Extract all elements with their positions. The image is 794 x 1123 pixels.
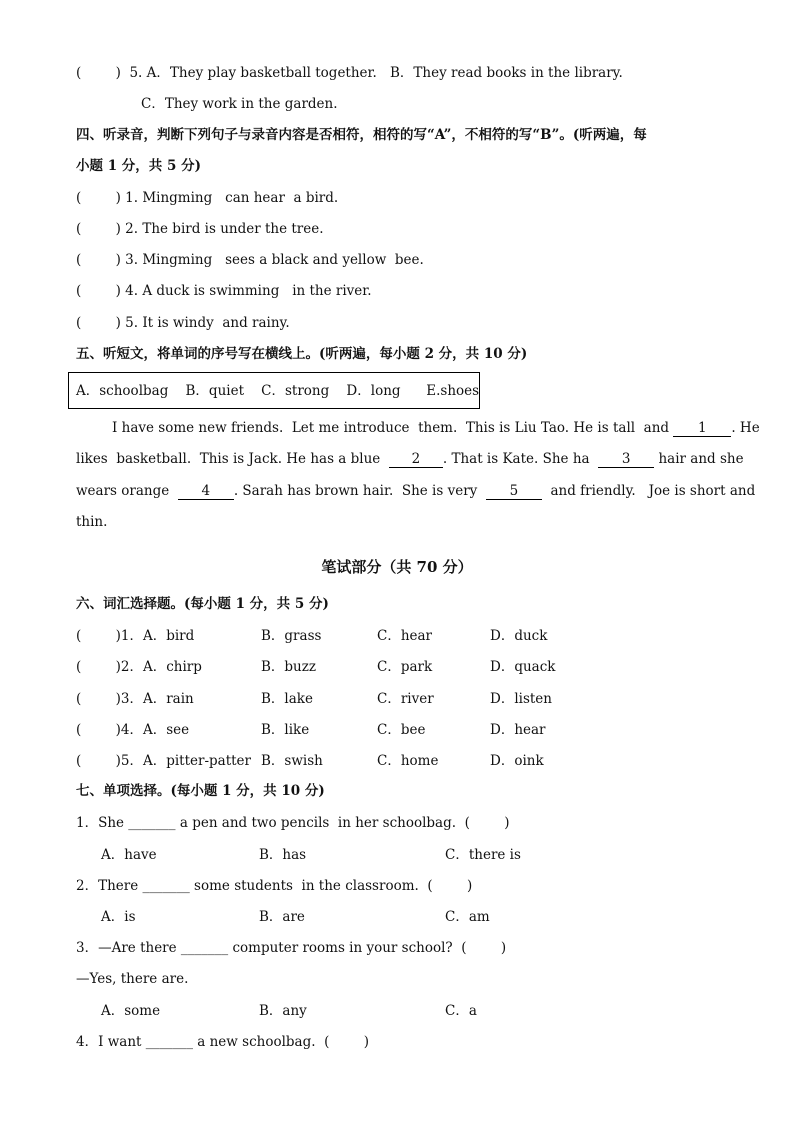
s6-row3-c: C．river xyxy=(377,691,434,707)
s7-q3-b: B．any xyxy=(259,1003,307,1019)
blank-2[interactable]: 2 xyxy=(389,452,443,468)
passage-line-1: I have some new friends. Let me introduce them. This is Liu Tao. He is tall and 1 . He xyxy=(112,420,760,436)
s6-row5-a: ( )5．A．pitter-patter xyxy=(76,753,251,769)
blank-4[interactable]: 4 xyxy=(178,484,234,500)
s7-q1: 1．She _______ a pen and two pencils in her schoolbag. ( ) xyxy=(76,815,510,831)
s6-row2-a: ( )2．A．chirp xyxy=(76,659,202,675)
section6-title: 六、词汇选择题。(每小题 1 分，共 5 分) xyxy=(76,596,329,612)
s7-q3-reply: —Yes, there are. xyxy=(76,971,189,987)
s6-row1-b: B．grass xyxy=(261,628,322,644)
passage-line-4: thin. xyxy=(76,514,108,530)
s7-q1-c: C．there is xyxy=(445,847,521,863)
q5-option-b: B．They read books in the library. xyxy=(390,65,623,81)
s6-row3-b: B．lake xyxy=(261,691,313,707)
s6-row3-d: D．listen xyxy=(490,691,552,707)
s7-q2: 2．There _______ some students in the classroom. ( ) xyxy=(76,878,473,894)
s6-row4-a: ( )4．A．see xyxy=(76,722,190,738)
section4-item-3: ( ) 3. Mingming sees a black and yellow bee. xyxy=(76,252,424,268)
blank-1[interactable]: 1 xyxy=(673,421,731,437)
s7-q4: 4．I want _______ a new schoolbag. ( ) xyxy=(76,1034,369,1050)
section4-title: 四、听录音，判断下列句子与录音内容是否相符，相符的写“A”，不相符的写“B”。(听两遍，每 xyxy=(76,127,647,143)
q5-option-c: C．They work in the garden. xyxy=(141,96,338,112)
s7-q2-b: B．are xyxy=(259,909,305,925)
section4-item-2: ( ) 2. The bird is under the tree. xyxy=(76,221,324,237)
blank-5[interactable]: 5 xyxy=(486,484,542,500)
q5-stem: ( ) 5. A．They play basketball together. xyxy=(76,65,377,81)
section4-item-1: ( ) 1. Mingming can hear a bird. xyxy=(76,190,339,206)
s6-row4-c: C．bee xyxy=(377,722,426,738)
section7-title: 七、单项选择。(每小题 1 分，共 10 分) xyxy=(76,783,325,799)
section4-item-5: ( ) 5. It is windy and rainy. xyxy=(76,315,290,331)
s7-q1-a: A．have xyxy=(101,847,157,863)
s6-row3-a: ( )3．A．rain xyxy=(76,691,194,707)
s7-q3-a: A．some xyxy=(101,1003,161,1019)
section4-title-cont: 小题 1 分，共 5 分) xyxy=(76,158,201,174)
passage-line-2: likes basketball. This is Jack. He has a blue 2 . That is Kate. She ha 3 hair and she xyxy=(76,451,744,467)
s7-q2-c: C．am xyxy=(445,909,490,925)
blank-3[interactable]: 3 xyxy=(598,452,654,468)
section5-title: 五、听短文，将单词的序号写在横线上。(听两遍，每小题 2 分，共 10 分) xyxy=(76,346,528,362)
s6-row5-b: B．swish xyxy=(261,753,323,769)
s6-row2-b: B．buzz xyxy=(261,659,316,675)
s7-q1-b: B．has xyxy=(259,847,307,863)
s6-row4-b: B．like xyxy=(261,722,310,738)
word-options: A．schoolbag B．quiet C．strong D．long E.shoes xyxy=(76,383,480,399)
s6-row1-a: ( )1．A．bird xyxy=(76,628,195,644)
s7-q2-a: A．is xyxy=(101,909,136,925)
passage-line-3: wears orange 4 . Sarah has brown hair. She is very 5 and friendly. Joe is short and xyxy=(76,483,756,499)
s6-row1-c: C．hear xyxy=(377,628,433,644)
s6-row4-d: D．hear xyxy=(490,722,546,738)
s7-q3-c: C．a xyxy=(445,1003,477,1019)
s6-row5-c: C．home xyxy=(377,753,439,769)
section4-item-4: ( ) 4. A duck is swimming in the river. xyxy=(76,283,372,299)
s7-q3: 3．—Are there _______ computer rooms in your school? ( ) xyxy=(76,940,507,956)
s6-row5-d: D．oink xyxy=(490,753,544,769)
s6-row2-c: C．park xyxy=(377,659,433,675)
s6-row2-d: D．quack xyxy=(490,659,556,675)
s6-row1-d: D．duck xyxy=(490,628,548,644)
written-part-title: 笔试部分（共 70 分） xyxy=(321,558,473,576)
